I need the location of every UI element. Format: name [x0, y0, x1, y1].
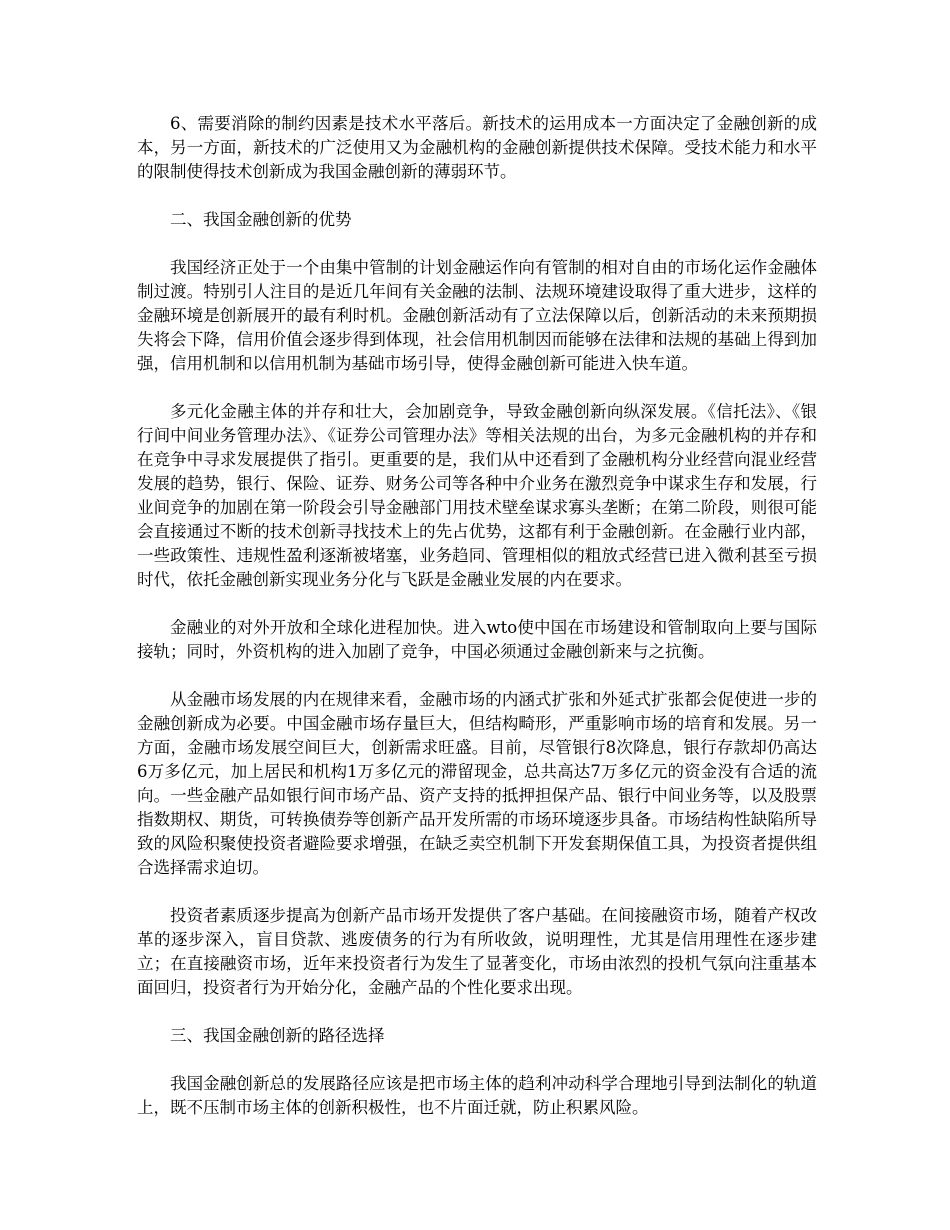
paragraph-market-development: 从金融市场发展的内在规律来看，金融市场的内涵式扩张和外延式扩张都会促使进一步的金融创新成为必要。中国金融市场存量巨大，但结构畸形，严重影响市场的培育和发展。另一方面，金融市场发展空间巨大，创新需求旺盛。目前，尽管银行8次降息，银行存款却仍高达6万多亿元，加上居民和机构1万多亿元的滞留现金，总共高达7万多亿元的资金没有合适的流向。一些金融产品如银行间市场产品、资产支持的抵押担保产品、银行中间业务等，以及股票指数期权、期货，可转换债券等创新产品开发所需的市场环境逐步具备。市场结构性缺陷所导致的风险积聚使投资者避险要求增强，在缺乏卖空机制下开发套期保值工具，为投资者提供组合选择需求迫切。 [137, 690, 817, 877]
paragraph-overall-path: 我国金融创新总的发展路径应该是把市场主体的趋利冲动科学合理地引导到法制化的轨道上，既不压制市场主体的创新积极性，也不片面迁就，防止积累风险。 [137, 1074, 817, 1117]
section-heading-path-selection: 三、我国金融创新的路径选择 [170, 1026, 385, 1045]
paragraph-technology-constraint: 6、需要消除的制约因素是技术水平落后。新技术的运用成本一方面决定了金融创新的成本，另一方面，新技术的广泛使用又为金融机构的金融创新提供技术保障。受技术能力和水平的限制使得技术创新成为我国金融创新的薄弱环节。 [137, 114, 817, 181]
paragraph-diversified-institutions: 多元化金融主体的并存和壮大，会加剧竞争，导致金融创新向纵深发展。《信托法》、《银行间中间业务管理办法》、《证券公司管理办法》等相关法规的出台，为多元金融机构的并存和在竞争中寻求发展提供了指引。更重要的是，我们从中还看到了金融机构分业经营向混业经营发展的趋势，银行、保险、证券、财务公司等各种中介业务在激烈竞争中谋求生存和发展，行业间竞争的加剧在第一阶段会引导金融部门用技术壁垒谋求寡头垄断；在第二阶段，则很可能会直接通过不断的技术创新寻找技术上的先占优势，这都有利于金融创新。在金融行业内部，一些政策性、违规性盈利逐渐被堵塞，业务趋同、管理相似的粗放式经营已进入微利甚至亏损时代，依托金融创新实现业务分化与飞跃是金融业发展的内在要求。 [137, 402, 817, 589]
document-body [137, 112, 817, 1144]
paragraph-investor-quality: 投资者素质逐步提高为创新产品市场开发提供了客户基础。在间接融资市场，随着产权改革的逐步深入，盲目贷款、逃废债务的行为有所收敛，说明理性，尤其是信用理性在逐步建立；在直接融资市场，近年来投资者行为发生了显著变化，市场由浓烈的投机气氛向注重基本面回归，投资者行为开始分化，金融产品的个性化要求出现。 [137, 906, 817, 997]
section-heading-advantages: 二、我国金融创新的优势 [170, 210, 352, 229]
paragraph-legal-environment: 我国经济正处于一个由集中管制的计划金融运作向有管制的相对自由的市场化运作金融体制过渡。特别引人注目的是近几年间有关金融的法制、法规环境建设取得了重大进步，这样的金融环境是创新展开的最有利时机。金融创新活动有了立法保障以后，创新活动的未来预期损失将会下降，信用价值会逐步得到体现，社会信用机制因而能够在法律和法规的基础上得到加强，信用机制和以信用机制为基础市场引导，使得金融创新可能进入快车道。 [137, 258, 817, 373]
paragraph-opening-up: 金融业的对外开放和全球化进程加快。进入wto使中国在市场建设和管制取向上要与国际接轨；同时，外资机构的进入加剧了竞争，中国必须通过金融创新来与之抗衡。 [137, 618, 817, 661]
